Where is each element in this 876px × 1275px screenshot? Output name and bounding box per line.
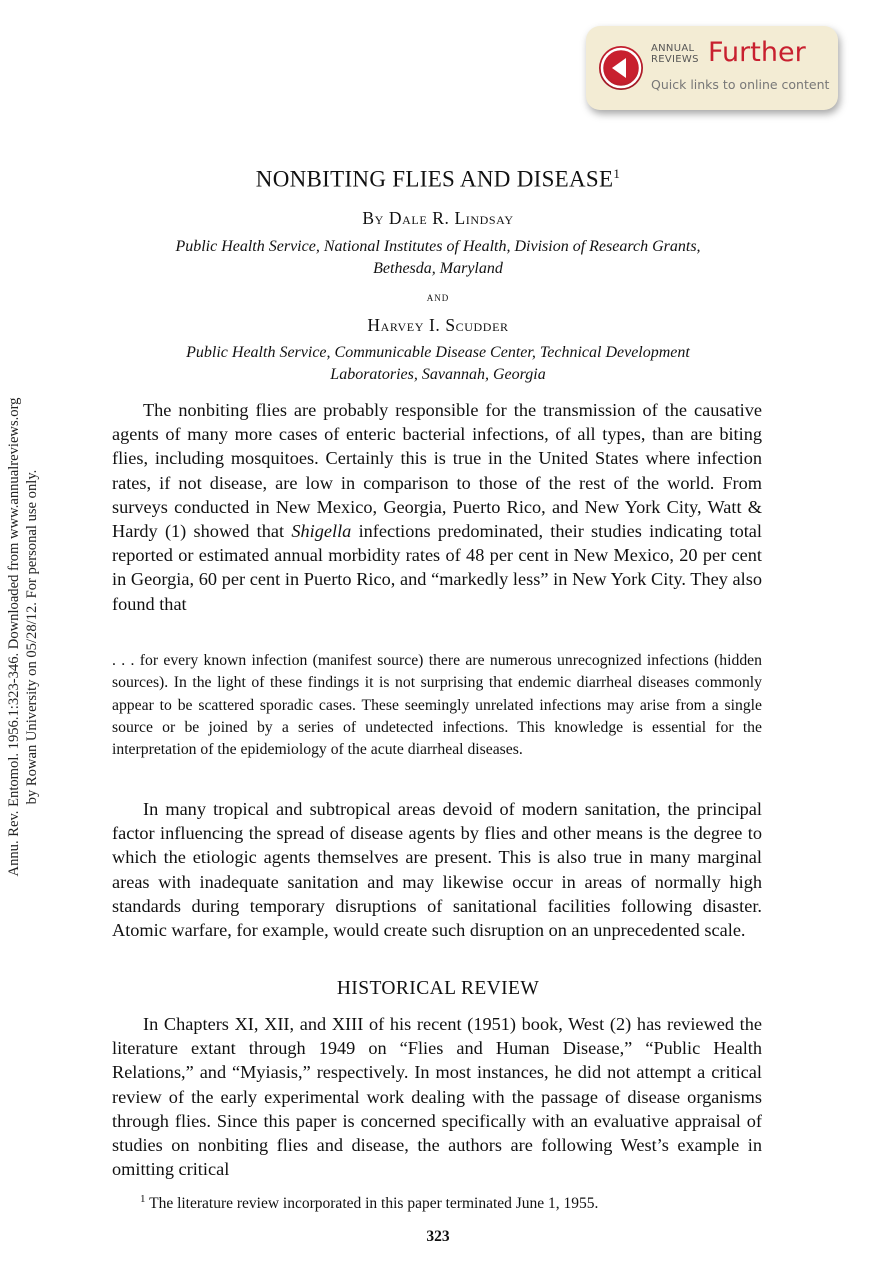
and-separator: and [426, 289, 450, 304]
download-note [0, 0, 46, 1275]
author-byline-1: By Dale R. Lindsay [362, 208, 514, 228]
article-title [100, 166, 776, 193]
body-paragraph-3: In Chapters XI, XII, and XIII of his recent (1951) book, West (2) has reviewed the literature extant through 1949 on “Flies and Human Disease,” “Public Health Relations,” and “Myiasis,” respectively. In most instances, he did not attempt a critical review of the early experimental work dealing with the passage of disease organisms through flies. Since this paper is concerned specifically with an evaluative appraisal of studies on nonbiting flies and disease, the authors are following West’s example in omitting critical [112, 1014, 762, 1180]
title-footnote-mark: 1 [613, 166, 621, 181]
page-number: 323 [426, 1228, 450, 1245]
body-paragraph-1 [112, 398, 762, 616]
affiliation-2-line2: Laboratories, Savannah, Georgia [330, 366, 546, 383]
body-paragraph-2: In many tropical and subtropical areas devoid of modern sanitation, the principal factor influencing the spread of disease agents by flies and other means is the degree to which the etiologic agents themselves are present. This is also true in many marginal areas with inadequate sanitation and may likewise occur in areas of normally high standards during temporary disruptions of sanitational facilities following disaster. Atomic warfare, for example, would create such disruption on an unprecedented scale. [112, 799, 762, 941]
affiliation-1-line2: Bethesda, Maryland [373, 260, 503, 277]
section-heading: HISTORICAL REVIEW [336, 978, 540, 999]
footnote-mark: 1 [140, 1193, 146, 1205]
para1-part-b: infections predominated, their studies indicating total reported or estimated annual morbidity rates of 48 per cent in New Mexico, 20 per cent in Georgia, 60 per cent in Puerto Rico, and “markedly less” in New York City. They also found that [112, 521, 762, 614]
badge-line1: ANNUAL [651, 43, 695, 54]
annual-reviews-logo-text [651, 43, 699, 65]
block-quote: . . . for every known infection (manifest source) there are numerous unrecognized infections (hidden sources). In the light of these findings it is not surprising that endemic diarrheal diseases commonly appear to be scattered sporadic cases. These seemingly unrelated infections may arise from a single source or be joined by a series of undetected infections. This knowledge is essential for the interpretation of the epidemiology of the acute diarrheal diseases. [112, 652, 762, 759]
author-affiliation-1 [100, 236, 776, 280]
footnote [140, 1193, 598, 1213]
para1-italic-term: Shigella [291, 521, 352, 542]
badge-tagline: Quick links to online content [651, 77, 830, 92]
badge-line2: REVIEWS [651, 54, 699, 65]
author-affiliation-2 [100, 342, 776, 386]
footnote-text: The literature review incorporated in this paper terminated June 1, 1955. [145, 1195, 599, 1213]
badge-title: Further [708, 37, 806, 68]
para1-part-a: The nonbiting flies are probably responsible for the transmission of the causative agents of many more cases of enteric bacterial infections, of all types, than are biting flies, including mosquitoes. Certainly this is true in the United States where infection rates, if not disease, are low in comparison to those of the rest of the world. From surveys conducted in New Mexico, Georgia, Puerto Rico, and New York City, Watt & Hardy (1) showed that [112, 400, 762, 542]
play-back-icon [599, 46, 643, 90]
download-note-line2: by Rowan University on 05/28/12. For personal use only. [24, 469, 40, 805]
author-byline-2: Harvey I. Scudder [367, 315, 509, 335]
affiliation-2-line1: Public Health Service, Communicable Disease Center, Technical Development [186, 344, 690, 361]
article-title-text: NONBITING FLIES AND DISEASE [255, 166, 614, 192]
download-note-line1: Annu. Rev. Entomol. 1956.1:323-346. Downloaded from www.annualreviews.org [6, 397, 22, 877]
further-badge[interactable] [586, 26, 838, 110]
affiliation-1-line1: Public Health Service, National Institutes of Health, Division of Research Grants, [175, 238, 701, 255]
